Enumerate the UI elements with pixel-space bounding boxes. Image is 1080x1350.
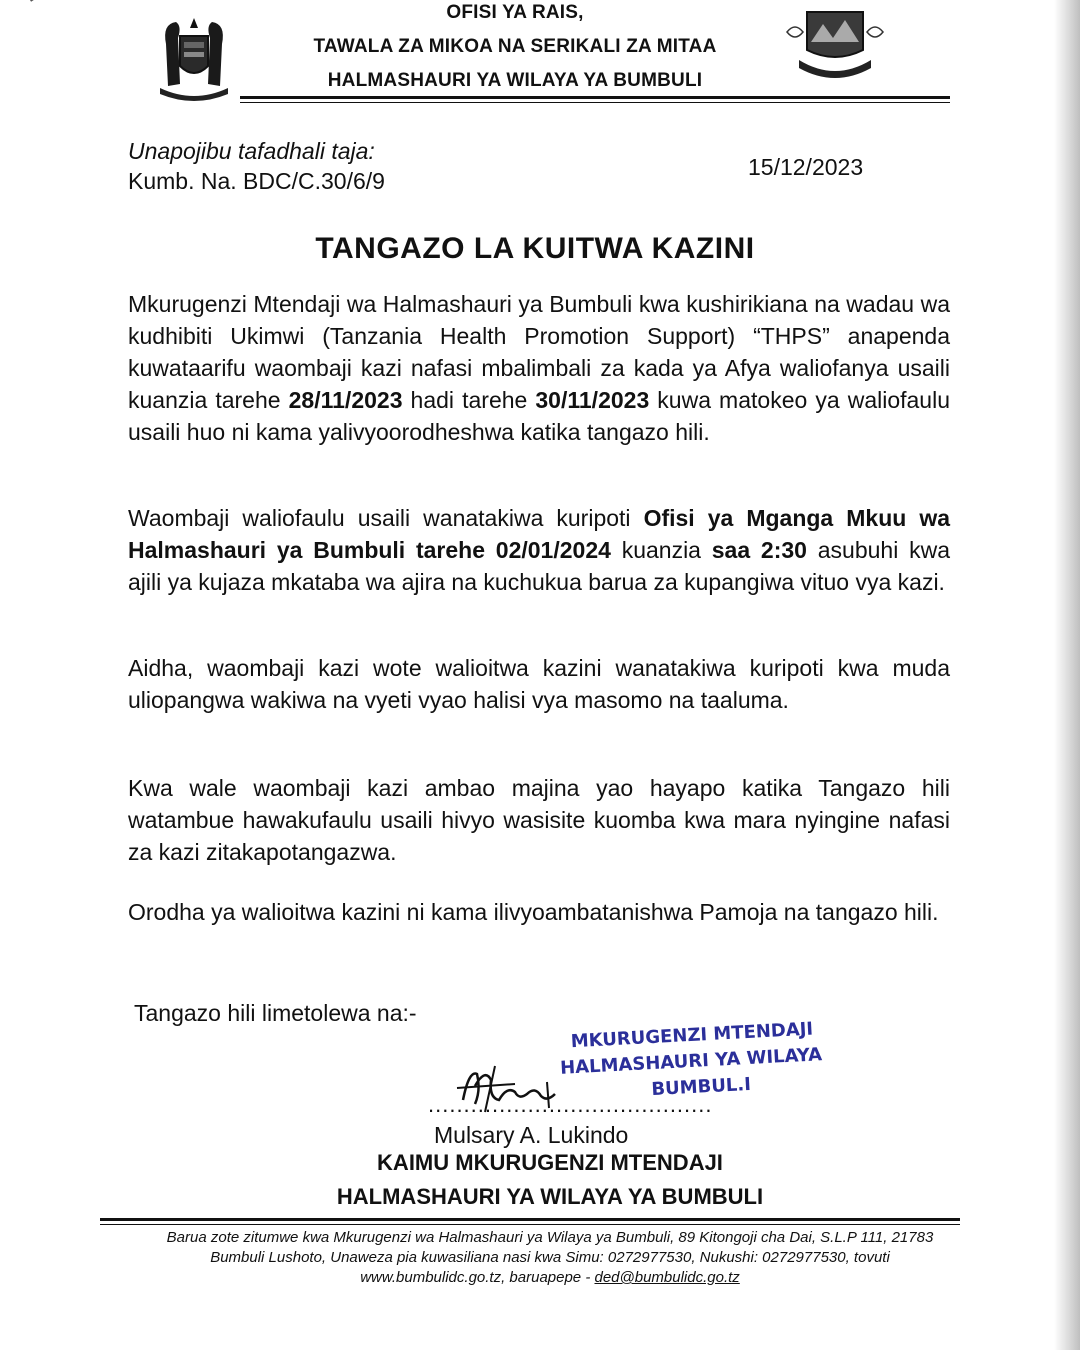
issued-by-label: Tangazo hili limetolewa na:- — [134, 1000, 417, 1026]
page-edge-shadow — [1054, 0, 1080, 1350]
signature-line: ........................................ — [428, 1092, 713, 1117]
paragraph-5: Orodha ya walioitwa kazini ni kama ilivyoambatanishwa Pamoja na tangazo hili. — [128, 899, 939, 925]
para2-text-b: kuanzia — [610, 537, 712, 563]
reference-label: Unapojibu tafadhali taja: — [128, 138, 375, 164]
para1-date-from: 28/11/2023 — [288, 387, 403, 413]
paragraph-2 — [128, 502, 950, 598]
footer-contact — [140, 1228, 960, 1288]
para1-date-to: 30/11/2023 — [535, 387, 650, 413]
para2-time: saa 2:30 — [711, 537, 807, 563]
para2-text-c: asubuhi kwa ajili ya kujaza mkataba wa ajira na kuchukua barua za kupangiwa vituo vya kazi. — [128, 537, 950, 595]
header-line-1: OFISI YA RAIS, — [446, 2, 584, 23]
footer-text: Barua zote zitumwe kwa Mkurugenzi wa Halmashauri ya Wilaya ya Bumbuli, 89 Kitongoji cha Dai, S.L.P 111, 21783 Bumbuli Lushoto, Unaweza pia kuwasiliana nasi kwa Simu: 0272977530, Nukushi: 0272977530, tovuti www.bumbulidc.go.tz, baruapepe - — [166, 1229, 934, 1286]
coat-of-arms-icon — [148, 14, 240, 104]
header-line-2: TAWALA ZA MIKOA NA SERIKALI ZA MITAA — [313, 36, 717, 57]
header-rule — [240, 96, 950, 99]
footer-rule — [100, 1218, 960, 1221]
letter-date: 15/12/2023 — [748, 154, 864, 180]
para1-text-b: hadi tarehe — [402, 387, 536, 413]
signer-name: Mulsary A. Lukindo — [434, 1122, 629, 1148]
paragraph-3: Aidha, waombaji kazi wote walioitwa kazini wanatakiwa kuripoti kwa muda uliopangwa wakiwa na vyeti vyao halisi vya masomo na taaluma. — [128, 655, 950, 713]
para1-text-a: Mkurugenzi Mtendaji wa Halmashauri ya Bumbuli kwa kushirikiana na wadau wa kudhibiti Ukimwi (Tanzania Health Promotion Support) “THPS” anapenda kuwataarifu waombaji kazi nafasi mbalimbali za kada ya Afya waliofanya usaili kuanzia tarehe — [128, 291, 950, 413]
reference-number: Kumb. Na. BDC/C.30/6/9 — [128, 168, 385, 194]
signer-title-2: HALMASHAURI YA WILAYA YA BUMBULI — [336, 1184, 764, 1209]
stamp-line-1: MKURUGENZI MTENDAJI — [570, 1018, 814, 1053]
notice-title: TANGAZO LA KUITWA KAZINI — [315, 232, 755, 265]
letterhead — [0, 0, 1080, 110]
stamp-line-3: BUMBUL.I — [650, 1073, 752, 1101]
footer-rule-thin — [100, 1224, 960, 1225]
para1-text-c: kuwa matokeo ya waliofaulu usaili huo ni kama yalivyoorodheshwa katika tangazo hili. — [128, 387, 950, 445]
footer-email-link[interactable]: ded@bumbulidc.go.tz — [594, 1269, 740, 1286]
paragraph-1 — [128, 288, 950, 448]
header-rule-thin — [240, 102, 950, 103]
signer-title-1: KAIMU MKURUGENZI MTENDAJI — [377, 1150, 723, 1175]
council-seal-icon — [785, 2, 885, 82]
para2-place: Ofisi ya Mganga Mkuu wa Halmashauri ya Bumbuli tarehe 02/01/2024 — [128, 505, 950, 563]
paragraph-4: Kwa wale waombaji kazi ambao majina yao hayapo katika Tangazo hili watambue hawakufaulu usaili hivyo wasisite kuomba kwa mara nyingine nafasi za kazi zitakapotangazwa. — [128, 775, 950, 865]
stamp-line-2: HALMASHAURI YA WILAYA — [559, 1044, 823, 1079]
header-line-3: HALMASHAURI YA WILAYA YA BUMBULI — [327, 70, 703, 91]
para2-text-a: Waombaji waliofaulu usaili wanatakiwa kuripoti — [128, 505, 644, 531]
